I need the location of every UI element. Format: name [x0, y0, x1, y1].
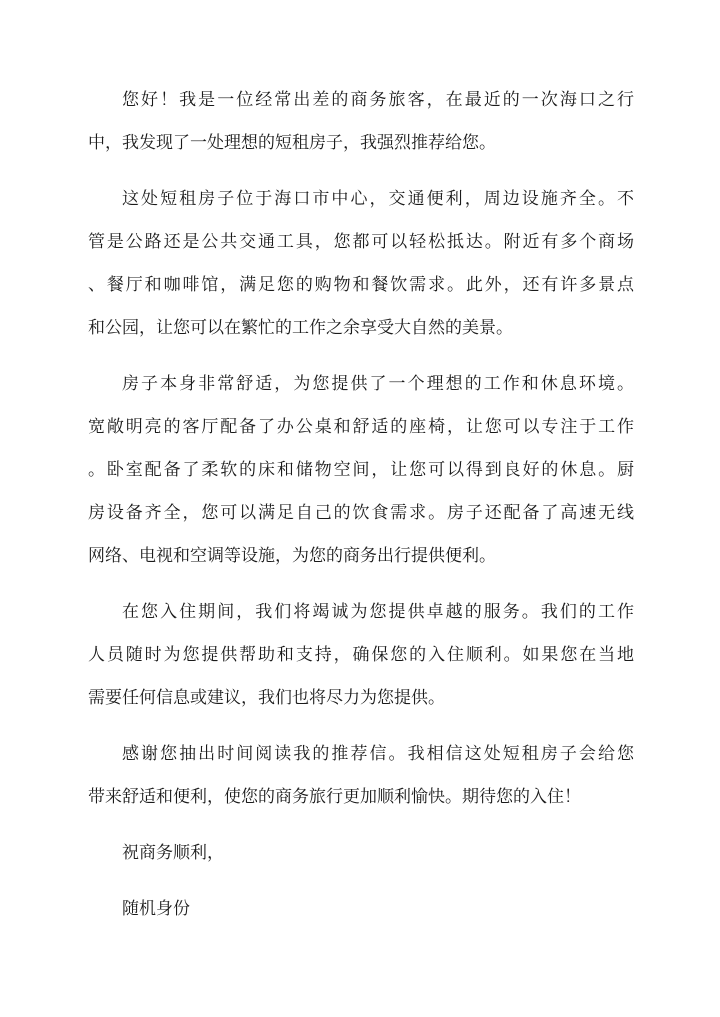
paragraph-4-line-1: 在您入住期间，我们将竭诚为您提供卓越的服务。我们的工作 [122, 602, 634, 622]
paragraph-3-line-1: 房子本身非常舒适，为您提供了一个理想的工作和休息环境。 [122, 374, 634, 394]
paragraph-3-line-4: 房设备齐全，您可以满足自己的饮食需求。房子还配备了高速无线 [88, 503, 634, 523]
paragraph-4-line-2: 人员随时为您提供帮助和支持，确保您的入住顺利。如果您在当地 [88, 645, 634, 665]
closing-salutation: 祝商务顺利， [122, 843, 224, 863]
paragraph-3-line-3: 。卧室配备了柔软的床和储物空间，让您可以得到良好的休息。厨 [88, 460, 634, 480]
paragraph-1-line-2: 中，我发现了一处理想的短租房子，我强烈推荐给您。 [88, 133, 496, 153]
paragraph-5-line-2: 带来舒适和便利，使您的商务旅行更加顺利愉快。期待您的入住！ [88, 787, 581, 807]
paragraph-2-line-1: 这处短租房子位于海口市中心，交通便利，周边设施齐全。不 [122, 189, 634, 209]
paragraph-2-line-3: 、餐厅和咖啡馆，满足您的购物和餐饮需求。此外，还有许多景点 [88, 275, 634, 295]
paragraph-3-line-5: 网络、电视和空调等设施，为您的商务出行提供便利。 [88, 546, 496, 566]
paragraph-5-line-1: 感谢您抽出时间阅读我的推荐信。我相信这处短租房子会给您 [122, 744, 634, 764]
paragraph-4-line-3: 需要任何信息或建议，我们也将尽力为您提供。 [88, 688, 445, 708]
paragraph-2-line-4: 和公园，让您可以在繁忙的工作之余享受大自然的美景。 [88, 318, 513, 338]
signature: 随机身份 [122, 899, 190, 919]
paragraph-1-line-1: 您好！我是一位经常出差的商务旅客，在最近的一次海口之行 [122, 90, 634, 110]
paragraph-3-line-2: 宽敞明亮的客厅配备了办公桌和舒适的座椅，让您可以专注于工作 [88, 417, 634, 437]
paragraph-2-line-2: 管是公路还是公共交通工具，您都可以轻松抵达。附近有多个商场 [88, 232, 634, 252]
